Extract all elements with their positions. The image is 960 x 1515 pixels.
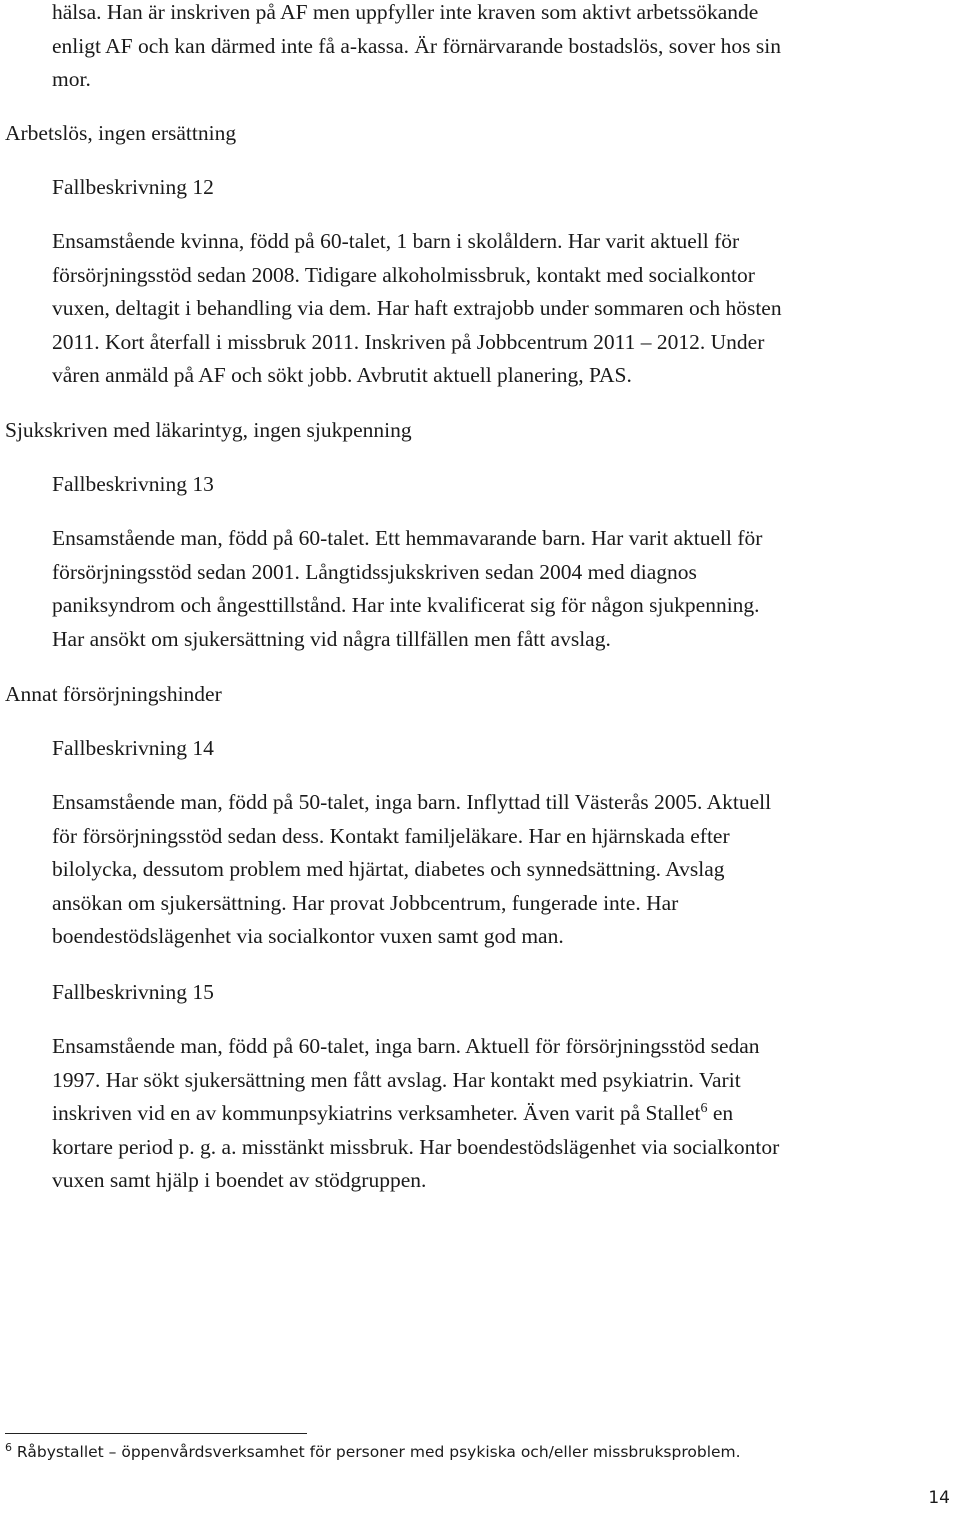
- text-line: Ensamstående man, född på 60-talet. Ett hemmavarande barn. Har varit aktuell för: [52, 526, 763, 550]
- text-line: bilolycka, dessutom problem med hjärtat, diabetes och synnedsättning. Avslag: [52, 857, 725, 881]
- text-line: paniksyndrom och ångesttillstånd. Har inte kvalificerat sig för någon sjukpenning.: [52, 593, 760, 617]
- section-heading: Annat försörjningshinder: [5, 682, 222, 706]
- text-line: kortare period p. g. a. misstänkt missbruk. Har boendestödslägenhet via socialkontor: [52, 1134, 780, 1159]
- text-line: ansökan om sjukersättning. Har provat Jobbcentrum, fungerade inte. Har: [52, 890, 679, 915]
- case-title: Fallbeskrivning 13: [52, 472, 214, 496]
- page-number: 14: [928, 1488, 950, 1508]
- case-paragraph: [52, 786, 771, 954]
- text-line: 1997. Har sökt sjukersättning men fått avslag. Har kontakt med psykiatrin. Varit: [52, 1067, 741, 1092]
- text-line: mor.: [52, 67, 91, 91]
- text-line: Ensamstående kvinna, född på 60-talet, 1 barn i skolåldern. Har varit aktuell för: [52, 229, 740, 253]
- footnote: [5, 1440, 741, 1464]
- section-heading: Sjukskriven med läkarintyg, ingen sjukpenning: [5, 418, 412, 442]
- case-title: Fallbeskrivning 15: [52, 980, 214, 1004]
- text-line: 2011. Kort återfall i missbruk 2011. Inskriven på Jobbcentrum 2011 – 2012. Under: [52, 329, 765, 354]
- text-line: vuxen samt hjälp i boendet av stödgruppen.: [52, 1168, 427, 1192]
- text-line: [52, 1097, 779, 1131]
- footnote-separator: [5, 1433, 307, 1434]
- intro-paragraph: [52, 0, 781, 97]
- text-line: för försörjningsstöd sedan dess. Kontakt familjeläkare. Har en hjärnskada efter: [52, 823, 730, 848]
- text-line: vuxen, deltagit i behandling via dem. Har haft extrajobb under sommaren och hösten: [52, 296, 782, 320]
- footnote-marker: 6: [5, 1440, 12, 1454]
- text-line: Har ansökt om sjukersättning vid några tillfällen men fått avslag.: [52, 626, 611, 651]
- text-line: Ensamstående man, född på 50-talet, inga barn. Inflyttad till Västerås 2005. Aktuell: [52, 790, 772, 814]
- case-title: Fallbeskrivning 14: [52, 736, 214, 760]
- text-line: boendestödslägenhet via socialkontor vuxen samt god man.: [52, 924, 564, 948]
- text-line: försörjningsstöd sedan 2008. Tidigare alkoholmissbruk, kontakt med socialkontor: [52, 262, 755, 287]
- footnote-text: Råbystallet – öppenvårdsverksamhet för personer med psykiska och/eller missbruksproblem.: [12, 1443, 741, 1461]
- section-heading: Arbetslös, ingen ersättning: [5, 121, 237, 145]
- case-paragraph: [52, 1030, 779, 1198]
- footnote-reference[interactable]: 6: [700, 1100, 708, 1116]
- text-line: försörjningsstöd sedan 2001. Långtidssjukskriven sedan 2004 med diagnos: [52, 559, 697, 584]
- text-line: enligt AF och kan därmed inte få a-kassa. Är förnärvarande bostadslös, sover hos sin: [52, 33, 782, 58]
- text-line: hälsa. Han är inskriven på AF men uppfyller inte kraven som aktivt arbetssökande: [52, 0, 759, 24]
- text-segment: inskriven vid en av kommunpsykiatrins verksamheter. Även varit på Stallet: [52, 1101, 701, 1125]
- case-paragraph: [52, 225, 782, 393]
- case-title: Fallbeskrivning 12: [52, 175, 214, 199]
- text-line: våren anmäld på AF och sökt jobb. Avbrutit aktuell planering, PAS.: [52, 363, 632, 387]
- case-paragraph: [52, 522, 762, 656]
- text-line: Ensamstående man, född på 60-talet, inga barn. Aktuell för försörjningsstöd sedan: [52, 1034, 760, 1058]
- text-segment: en: [707, 1101, 734, 1125]
